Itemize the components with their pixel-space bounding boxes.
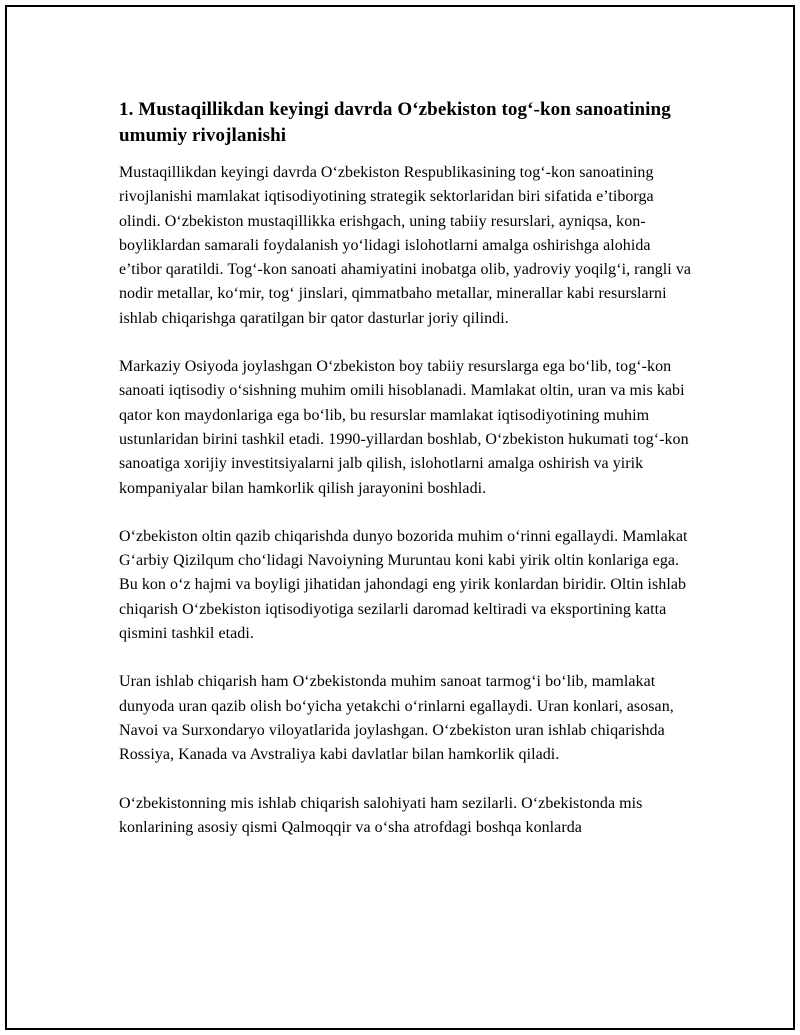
document-body — [119, 97, 694, 864]
page-frame — [5, 5, 795, 1030]
paragraph-3: O‘zbekiston oltin qazib chiqarishda dunyo bozorida muhim o‘rinni egallaydi. Mamlakat G‘arbiy Qizilqum cho‘lidagi Navoiyning Muruntau koni kabi yirik oltin konlariga ega. Bu kon o‘z hajmi va boyligi jihatidan jahondagi eng yirik konlardan biridir. Oltin ishlab chiqarish O‘zbekiston iqtisodiyotiga sezilarli daromad keltiradi va eksportining katta qismini tashkil etadi. — [119, 527, 688, 643]
section-heading: 1. Mustaqillikdan keyingi davrda O‘zbekiston tog‘-kon sanoatining umumiy rivojlanishi — [119, 99, 671, 146]
paragraph-2: Markaziy Osiyoda joylashgan O‘zbekiston boy tabiiy resurslarga ega bo‘lib, tog‘-kon sanoati iqtisodiy o‘sishning muhim omili hisoblanadi. Mamlakat oltin, uran va mis kabi qator kon maydonlariga ega bo‘lib, bu resurslar mamlakat iqtisodiyotining muhim ustunlaridan birini tashkil etadi. 1990-yillardan boshlab, O‘zbekiston hukumati tog‘-kon sanoatiga xorijiy investitsiyalarni jalb qilish, islohotlarni amalga oshirish va yirik kompaniyalar bilan hamkorlik qilish jarayonini boshladi. — [119, 358, 689, 497]
paragraph-5: O‘zbekistonning mis ishlab chiqarish salohiyati ham sezilarli. O‘zbekistonda mis konlarining asosiy qismi Qalmoqqir va o‘sha atrofdagi boshqa konlarda — [119, 794, 643, 836]
paragraph-4: Uran ishlab chiqarish ham O‘zbekistonda muhim sanoat tarmog‘i bo‘lib, mamlakat dunyoda uran qazib olish bo‘yicha yetakchi o‘rinlarni egallaydi. Uran konlari, asosan, Navoi va Surxondaryo viloyatlarida joylashgan. O‘zbekiston uran ishlab chiqarishda Rossiya, Kanada va Avstraliya kabi davlatlar bilan hamkorlik qiladi. — [119, 673, 674, 764]
paragraph-1: Mustaqillikdan keyingi davrda O‘zbekiston Respublikasining tog‘-kon sanoatining rivojlanishi mamlakat iqtisodiyotining strategik sektorlaridan biri sifatida e’tiborga olindi. O‘zbekiston mustaqillikka erishgach, uning tabiiy resurslari, ayniqsa, kon-boyliklardan samarali foydalanish yo‘lidagi islohotlarni amalga oshirishga alohida e’tibor qaratildi. Tog‘-kon sanoati ahamiyatini inobatga olib, yadroviy yoqilg‘i, rangli va nodir metallar, ko‘mir, tog‘ jinslari, qimmatbaho metallar, minerallar kabi resurslarni ishlab chiqarishga qaratilgan bir qator dasturlar joriy qilindi. — [119, 164, 692, 327]
